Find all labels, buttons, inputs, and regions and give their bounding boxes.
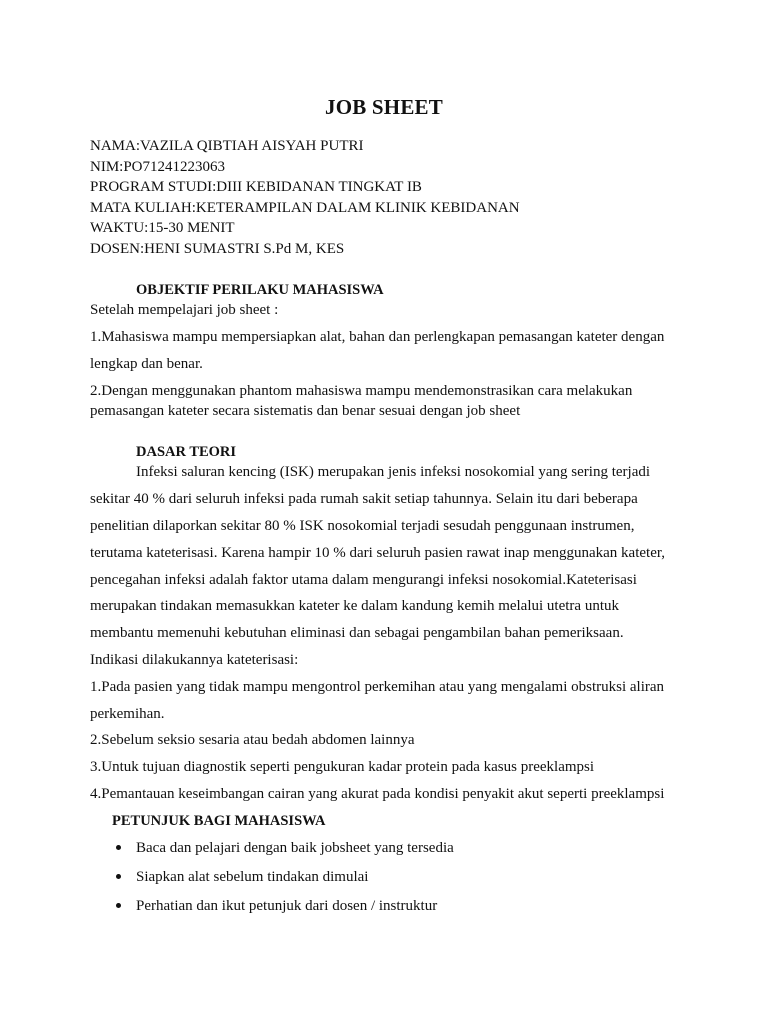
identity-nim: NIM:PO71241223063 — [90, 159, 226, 175]
theory-line: 3.Untuk tujuan diagnostik seperti pengukuran kadar protein pada kasus preeklampsi — [90, 759, 595, 775]
theory-line: 1.Pada pasien yang tidak mampu mengontrol perkemihan atau yang mengalami obstruksi aliran — [90, 679, 665, 695]
objective-heading: OBJEKTIF PERILAKU MAHASISWA — [136, 282, 384, 298]
objective-item: 2.Dengan menggunakan phantom mahasiswa mampu mendemonstrasikan cara melakukan — [90, 383, 633, 399]
theory-line: terutama kateterisasi. Karena hampir 10 % dari seluruh pasien rawat inap menggunakan kateter, — [90, 545, 666, 561]
objective-item: lengkap dan benar. — [90, 356, 203, 372]
instruction-bullet-item: Baca dan pelajari dengan baik jobsheet yang tersedia — [136, 840, 454, 856]
bullet-icon — [116, 874, 121, 879]
objective-intro: Setelah mempelajari job sheet : — [90, 302, 279, 318]
instruction-bullet-item: Perhatian dan ikut petunjuk dari dosen / instruktur — [136, 898, 438, 914]
theory-line: Infeksi saluran kencing (ISK) merupakan jenis infeksi nosokomial yang sering terjadi — [136, 464, 651, 480]
theory-line: membantu memenuhi kebutuhan eliminasi dan sebagai pengambilan bahan pemeriksaan. — [90, 625, 624, 641]
theory-line: perkemihan. — [90, 706, 165, 722]
theory-line: sekitar 40 % dari seluruh infeksi pada rumah sakit setiap tahunnya. Selain itu dari beberapa — [90, 491, 638, 507]
objective-item: 1.Mahasiswa mampu mempersiapkan alat, bahan dan perlengkapan pemasangan kateter dengan — [90, 329, 665, 345]
objective-item: pemasangan kateter secara sistematis dan benar sesuai dengan job sheet — [90, 403, 521, 419]
identity-lecturer: DOSEN:HENI SUMASTRI S.Pd M, KES — [90, 241, 345, 257]
theory-line: penelitian dilaporkan sekitar 80 % ISK nosokomial terjadi sesudah penggunaan instrumen, — [90, 518, 635, 534]
theory-line: 4.Pemantauan keseimbangan cairan yang akurat pada kondisi penyakit akut seperti preeklampsi — [90, 786, 665, 802]
document-title: JOB SHEET — [325, 95, 443, 119]
identity-time: WAKTU:15-30 MENIT — [90, 220, 235, 236]
bullet-icon — [116, 845, 121, 850]
theory-line: 2.Sebelum seksio sesaria atau bedah abdomen lainnya — [90, 732, 415, 748]
theory-line: Indikasi dilakukannya kateterisasi: — [90, 652, 299, 668]
identity-name: NAMA:VAZILA QIBTIAH AISYAH PUTRI — [90, 138, 364, 154]
bullet-icon — [116, 903, 121, 908]
theory-line: merupakan tindakan memasukkan kateter ke dalam kandung kemih melalui utetra untuk — [90, 598, 619, 614]
instructions-heading: PETUNJUK BAGI MAHASISWA — [112, 813, 326, 829]
identity-program: PROGRAM STUDI:DIII KEBIDANAN TINGKAT IB — [90, 179, 422, 195]
theory-heading: DASAR TEORI — [136, 444, 237, 460]
instruction-bullet-item: Siapkan alat sebelum tindakan dimulai — [136, 869, 369, 885]
theory-line: pencegahan infeksi adalah faktor utama dalam mengurangi infeksi nosokomial.Kateterisasi — [90, 572, 637, 588]
identity-course: MATA KULIAH:KETERAMPILAN DALAM KLINIK KEBIDANAN — [90, 200, 520, 216]
